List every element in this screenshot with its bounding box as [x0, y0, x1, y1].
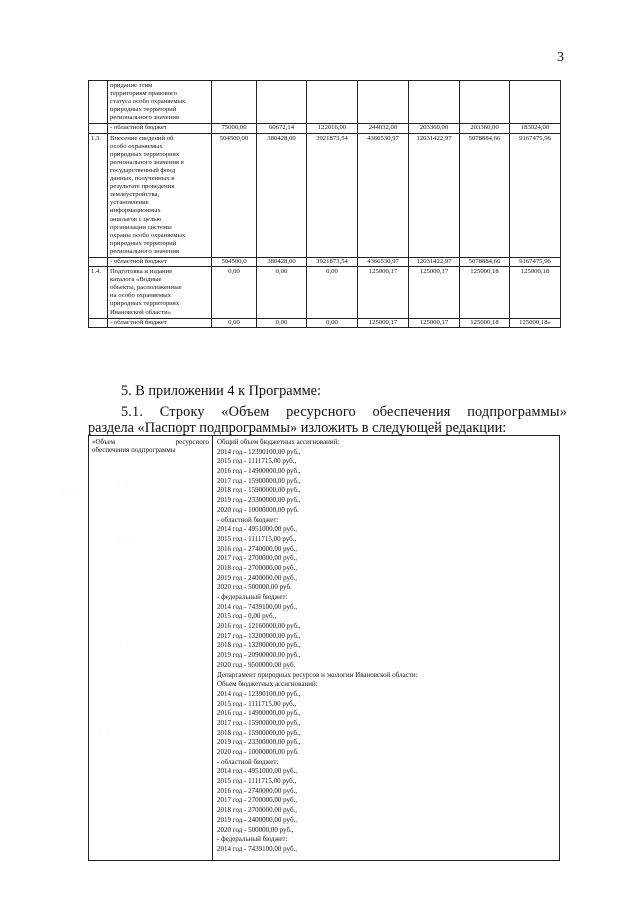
budget-line: - федеральный бюджет: — [217, 593, 288, 601]
budget-line: 2016 год - 12160000,00 руб., — [217, 622, 301, 631]
value-cell: 3921873,54 — [307, 133, 358, 257]
budget-line: 2020 год - 500000,00 руб. — [217, 583, 292, 592]
budget-line: 2020 год - 10000000,00 руб. — [217, 505, 299, 514]
row-index: 1.3. — [89, 133, 108, 257]
budget-line: 2019 год - 23300000,00 руб., — [217, 496, 301, 505]
resource-table-label-cell — [89, 436, 213, 860]
row-description — [108, 318, 212, 327]
resource-table-value-cell — [213, 436, 559, 860]
paragraph-line-2: раздела «Паспорт подпрограммы» изложить в следующей редакции: — [88, 420, 507, 436]
value-cell — [307, 81, 358, 124]
row-index — [89, 318, 108, 327]
section-heading: 5. В приложении 4 к Программе: — [121, 383, 321, 399]
budget-line: 2015 год - 1111715,00 руб., — [217, 534, 297, 543]
description-line: на особо охраняемых — [110, 292, 171, 300]
budget-line: 2019 год - 2400000,00 руб., — [217, 573, 298, 582]
description-line: особо охраняемых — [110, 142, 163, 150]
budget-line: 2015 год - 1111715,00 руб., — [217, 699, 297, 708]
value-cell: 4366530,97 — [358, 257, 409, 266]
budget-line: 2018 год - 2700000,00 руб., — [217, 563, 298, 572]
budget-line: 2020 год - 500000,00 руб., — [217, 825, 294, 834]
value-cell: 60672,14 — [257, 124, 307, 133]
budget-line: 2017 год - 15900000,00 руб., — [217, 476, 301, 485]
budget-line: 2014 год - 12390100,00 руб., — [217, 447, 301, 456]
row-index — [89, 257, 108, 266]
table-row — [89, 133, 561, 257]
page-number: 3 — [557, 50, 564, 65]
value-cell — [409, 81, 460, 124]
description-line: природных территориях — [110, 150, 180, 158]
description-line: объекты, расположенные — [110, 284, 182, 292]
budget-line: 2017 год - 13200000,00 руб., — [217, 631, 301, 640]
description-line: данных, полученных в — [110, 175, 175, 183]
value-cell: 0,00 — [307, 318, 358, 327]
description-line: регионального значения — [110, 114, 179, 122]
budget-line: 2019 год - 20900000,00 руб., — [217, 651, 301, 660]
value-cell: 380428,00 — [257, 257, 307, 266]
value-cell: 380428,00 — [257, 133, 307, 257]
budget-line: 2018 год - 15900000,00 руб., — [217, 486, 301, 495]
description-line: информационных — [110, 207, 161, 215]
budget-line: 2017 год - 2700000,00 руб., — [217, 796, 298, 805]
budget-line: 2017 год - 2700000,00 руб., — [217, 554, 298, 563]
budget-line: - федеральный бюджет: — [217, 835, 288, 844]
table-row — [89, 124, 561, 133]
table-row — [89, 257, 561, 266]
budget-line: 2015 год - 1111715,00 руб., — [217, 777, 297, 786]
value-cell — [212, 81, 257, 124]
value-cell: 244032,00 — [358, 124, 409, 133]
value-cell: 125000,17 — [409, 318, 460, 327]
value-cell — [358, 81, 409, 124]
budget-line: 2014 год - 4951000,00 руб., — [217, 767, 298, 776]
description-line: Ивановской области» — [110, 308, 172, 316]
row-description — [108, 267, 212, 319]
value-cell: 0,00 — [212, 318, 257, 327]
value-cell: 0,00 — [212, 267, 257, 319]
description-line: землеустройства, — [110, 191, 160, 199]
budget-line: 2016 год - 14900000,00 руб., — [217, 467, 301, 476]
description-line: государственный фонд — [110, 166, 176, 174]
value-cell: 75000,00 — [212, 124, 257, 133]
budget-line: 2015 год - 0,00 руб., — [217, 612, 277, 621]
resource-table — [88, 435, 560, 861]
value-cell: 5078884,66 — [460, 133, 510, 257]
description-line: установление — [110, 199, 149, 207]
value-cell: 12031422,97 — [409, 133, 460, 257]
paragraph-line-1: 5.1. Строку «Объем ресурсного обеспечения подпрограммы» — [121, 404, 567, 420]
value-cell: 9167475,96 — [510, 257, 561, 266]
description-line: природных территорий — [110, 239, 177, 247]
label-line-2: обеспечения подпрограммы — [92, 446, 176, 455]
row-index — [89, 124, 108, 133]
budget-line: - областной бюджет: — [217, 757, 279, 766]
description-line: - областной бюджет — [110, 124, 167, 132]
description-line: регионального значения — [110, 247, 179, 255]
budget-line: 2018 год - 2700000,00 руб., — [217, 806, 298, 815]
value-cell: 504500,0 — [212, 257, 257, 266]
row-description — [108, 81, 212, 124]
row-description — [108, 124, 212, 133]
value-cell: 504500,00 — [212, 133, 257, 257]
value-cell: 125000,17 — [409, 267, 460, 319]
value-cell: 125000,18» — [510, 318, 561, 327]
value-cell: 125000,17 — [358, 318, 409, 327]
budget-line: - областной бюджет: — [217, 515, 279, 524]
table-row — [89, 267, 561, 319]
description-line: - областной бюджет — [110, 257, 167, 265]
description-line: Подготовка и издание — [110, 268, 173, 276]
table-row — [89, 318, 561, 327]
row-index: 1.4. — [89, 267, 108, 319]
budget-line: 2018 год - 15900000,00 руб., — [217, 728, 301, 737]
value-cell — [510, 81, 561, 124]
budget-line: 2018 год - 13200000,00 руб., — [217, 641, 301, 650]
description-line: статуса особо охраняемых — [110, 98, 186, 106]
value-cell: 0,00 — [257, 267, 307, 319]
budget-line: 2014 год - 12390100,00 руб., — [217, 689, 301, 698]
budget-line: 2019 год - 23300000,00 руб., — [217, 738, 301, 747]
value-cell: 122016,00 — [307, 124, 358, 133]
value-cell — [257, 81, 307, 124]
budget-line: 2016 год - 14900000,00 руб., — [217, 709, 301, 718]
description-line: Внесение сведений об — [110, 134, 174, 142]
budget-line: 2016 год - 2740000,00 руб., — [217, 786, 298, 795]
value-cell: 3921873,54 — [307, 257, 358, 266]
table-row — [89, 81, 561, 124]
value-cell: 125000,17 — [358, 267, 409, 319]
row-index — [89, 81, 108, 124]
label-word-2: ресурсного — [175, 438, 209, 446]
value-cell: 203360,00 — [409, 124, 460, 133]
budget-line: 2015 год - 1111715,00 руб., — [217, 457, 297, 466]
budget-line: 2014 год - 4951000,00 руб., — [217, 525, 298, 534]
budget-line: 2017 год - 15900000,00 руб., — [217, 718, 301, 727]
value-cell: 0,00 — [307, 267, 358, 319]
budget-line: 2020 год - 10000000,00 руб. — [217, 748, 299, 756]
description-line: организации системы — [110, 223, 172, 231]
description-line: каталога «Водные — [110, 276, 162, 284]
value-cell: 0,00 — [257, 318, 307, 327]
description-line: территориям правового — [110, 90, 177, 98]
row-description — [108, 257, 212, 266]
description-line: охраны особо охраняемых — [110, 231, 186, 239]
value-cell — [460, 81, 510, 124]
value-cell: 125000,18 — [510, 267, 561, 319]
description-line: регионального значения в — [110, 158, 184, 166]
value-cell: 203360,00 — [460, 124, 510, 133]
budget-line: 2019 год - 2400000,00 руб., — [217, 815, 298, 824]
row-description — [108, 133, 212, 257]
value-cell: 5078884,66 — [460, 257, 510, 266]
budget-line: 2014 год - 7439100,00 руб., — [217, 602, 298, 611]
value-cell: 12031422,97 — [409, 257, 460, 266]
budget-line: Объем бюджетных ассигнований: — [217, 680, 318, 689]
description-line: природных территориях — [110, 300, 180, 308]
description-line: результате проведения — [110, 183, 175, 191]
budget-line: Департамент природных ресурсов и экологии Ивановской области: — [217, 670, 418, 679]
description-line: аншлагов с целью — [110, 215, 162, 223]
value-cell: 125000,18 — [460, 318, 510, 327]
label-word-1: «Объем — [92, 438, 116, 446]
budget-line: 2014 год - 7439100,00 руб., — [217, 844, 298, 853]
description-line: - областной бюджет — [110, 318, 167, 326]
value-cell: 9167475,96 — [510, 133, 561, 257]
description-line: придание этим — [110, 82, 153, 89]
budget-line: 2016 год - 2740000,00 руб., — [217, 544, 298, 553]
value-cell: 4366530,97 — [358, 133, 409, 257]
budget-line: Общий объем бюджетных ассигнований: — [217, 438, 340, 446]
value-cell: 183024,00 — [510, 124, 561, 133]
funding-table — [88, 80, 561, 328]
budget-line: 2020 год - 9500000,00 руб. — [217, 660, 296, 669]
value-cell: 125000,18 — [460, 267, 510, 319]
description-line: природных территорий — [110, 106, 177, 114]
